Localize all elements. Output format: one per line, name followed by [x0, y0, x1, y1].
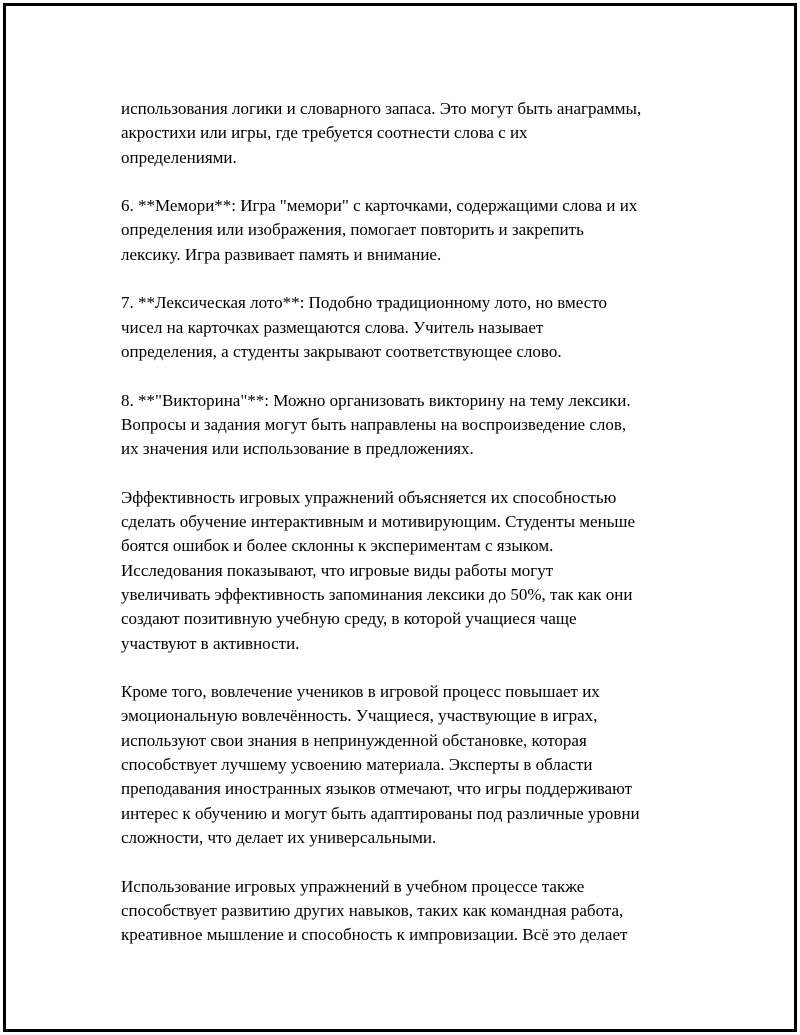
- text-line: 6. **Мемори**: Игра "мемори" с карточками, содержащими слова и их: [121, 196, 638, 216]
- paragraph-spacer: [121, 461, 696, 485]
- text-line: Исследования показывают, что игровые виды работы могут: [121, 560, 554, 580]
- text-line: способствует развитию других навыков, таких как командная работа,: [121, 900, 624, 920]
- paragraph-spacer: [121, 170, 696, 194]
- paragraph: [121, 389, 696, 462]
- text-line: участвуют в активности.: [121, 633, 300, 653]
- document-body: [121, 97, 696, 947]
- text-line: Вопросы и задания могут быть направлены на воспроизведение слов,: [121, 414, 627, 434]
- text-line: увеличивать эффективность запоминания лексики до 50%, так как они: [121, 584, 633, 604]
- text-line: определения или изображения, помогает повторить и закрепить: [121, 220, 584, 240]
- text-line: преподавания иностранных языков отмечают, что игры поддерживают: [121, 779, 633, 799]
- text-line: боятся ошибок и более склонны к экспериментам с языком.: [121, 536, 554, 556]
- text-line: 7. **Лексическая лото**: Подобно традиционному лото, но вместо: [121, 293, 608, 313]
- text-line: их значения или использование в предложениях.: [121, 439, 474, 459]
- paragraph-spacer: [121, 364, 696, 388]
- paragraph-spacer: [121, 267, 696, 291]
- text-line: сделать обучение интерактивным и мотивирующим. Студенты меньше: [121, 512, 636, 532]
- text-line: эмоциональную вовлечённость. Учащиеся, участвующие в играх,: [121, 706, 598, 726]
- paragraph: [121, 291, 696, 364]
- text-line: акростихи или игры, где требуется соотнести слова с их: [121, 123, 528, 143]
- text-line: Использование игровых упражнений в учебном процессе также: [121, 876, 585, 896]
- text-line: Кроме того, вовлечение учеников в игровой процесс повышает их: [121, 682, 600, 702]
- text-line: лексику. Игра развивает память и внимание.: [121, 244, 442, 264]
- text-line: способствует лучшему усвоению материала. Эксперты в области: [121, 755, 593, 775]
- paragraph-spacer: [121, 656, 696, 680]
- text-line: сложности, что делает их универсальными.: [121, 827, 437, 847]
- text-line: создают позитивную учебную среду, в которой учащиеся чаще: [121, 609, 577, 629]
- page-frame: [3, 3, 797, 1032]
- paragraph: [121, 194, 696, 267]
- text-line: определениями.: [121, 147, 237, 167]
- text-line: интерес к обучению и могут быть адаптированы под различные уровни: [121, 803, 640, 823]
- paragraph: [121, 875, 696, 948]
- paragraph: [121, 486, 696, 656]
- text-line: чисел на карточках размещаются слова. Учитель называет: [121, 317, 544, 337]
- paragraph: [121, 680, 696, 850]
- text-line: определения, а студенты закрывают соответствующее слово.: [121, 341, 562, 361]
- paragraph-spacer: [121, 850, 696, 874]
- text-line: 8. **"Викторина"**: Можно организовать викторину на тему лексики.: [121, 390, 631, 410]
- text-line: креативное мышление и способность к импровизации. Всё это делает: [121, 925, 628, 945]
- text-line: использования логики и словарного запаса. Это могут быть анаграммы,: [121, 99, 642, 118]
- text-line: используют свои знания в непринужденной обстановке, которая: [121, 730, 587, 750]
- paragraph: [121, 97, 696, 170]
- text-line: Эффективность игровых упражнений объясняется их способностью: [121, 487, 617, 507]
